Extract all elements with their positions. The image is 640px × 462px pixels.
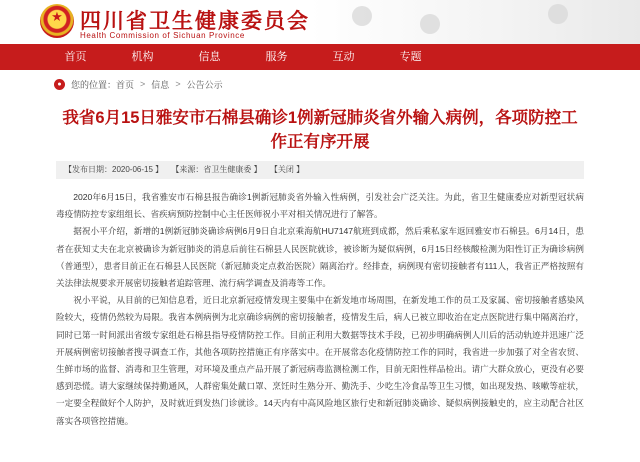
breadcrumb-link-information[interactable]: 信息	[151, 79, 170, 90]
article-title: 我省6月15日雅安市石棉县确诊1例新冠肺炎省外输入病例，各项防控工作正有序开展	[62, 109, 578, 151]
article	[56, 98, 584, 430]
decorative-flower-icon	[420, 14, 440, 34]
site-header	[0, 0, 640, 44]
nav-item-topics[interactable]: 专题	[399, 51, 422, 63]
breadcrumb-link-home[interactable]: 首页	[116, 79, 135, 90]
nav-item-organization[interactable]: 机构	[131, 51, 154, 63]
breadcrumb-separator: >	[175, 79, 181, 89]
nav-item-information[interactable]: 信息	[198, 51, 221, 63]
breadcrumb-separator: >	[140, 79, 146, 89]
decorative-flower-icon	[548, 4, 568, 24]
breadcrumb-link-announcements[interactable]: 公告公示	[186, 79, 223, 90]
close-link[interactable]: 【关闭 】	[269, 165, 305, 174]
article-meta-bar	[56, 161, 584, 179]
article-source: 【来源：省卫生健康委 】	[171, 165, 262, 174]
decorative-flower-icon	[352, 6, 372, 26]
star-icon: ★	[51, 10, 63, 25]
breadcrumb-label: 您的位置：	[71, 79, 117, 90]
nav-item-interaction[interactable]: 互动	[332, 51, 355, 63]
nav-item-services[interactable]: 服务	[265, 51, 288, 63]
article-paragraph: 据祝小平介绍，新增的1例新冠肺炎确诊病例6月9日自北京乘海航HU7147航班到成都，然后乘私家车返回雅安市石棉县。6月14日，患者在获知丈夫在北京被确诊为新冠肺炎的消息后前往石棉县人民医院就诊，被诊断为疑似病例，6月15日经核酸检测为阳性订正为确诊病例（普通型），患者目前正在石棉县人民医院（新冠肺炎定点救治医院）隔离治疗。经排查，病例现有密切接触者有111人，我省正严格按照有关法律法规要求开展密切接触者追踪管理、流行病学调查及消毒等工作。	[56, 226, 584, 289]
main-nav	[0, 44, 640, 70]
publish-date: 【发布日期：2020-06-15 】	[64, 165, 164, 174]
site-subtitle: Health Commission of Sichuan Province	[80, 31, 245, 40]
article-paragraph: 祝小平说，从目前的已知信息看，近日北京新冠疫情发现主要集中在新发地市场周围，在新发地工作的员工及家属、密切接触者感染风险较大，疫情仍然较为局限。我省本例病例为北京确诊病例的密切接触者，疫情发生后，病人已被立即收治在定点医院进行集中隔离治疗，同时已第一时间派出省级专家组赴石棉县指导疫情防控工作。目前正利用大数据等技术手段，已初步明确病例人川后的活动轨迹并迅速广泛开展病例密切接触者搜寻调查工作，其他各项防控措施正有序落实中。在开展常态化疫情防控工作的同时，我省进一步加强了对全省农贸、生鲜市场的监督、消毒和卫生管理，对环境及重点产品开展了新冠病毒监测检测工作，目前无阳性样品检出。请广大群众放心，更没有必要感到恐慌。请大家继续保持勤通风，人群密集处戴口罩、烹饪时生熟分开、勤洗手、少吃生冷食品等卫生习惯，如出现发热、咳嗽等症状，一定要全程做好个人防护，及时就近到发热门诊就诊。14天内有中高风险地区旅行史和新冠肺炎确诊、疑似病例接触史的，应主动配合社区落实各项管控措施。	[56, 295, 584, 426]
nav-item-home[interactable]: 首页	[64, 51, 87, 63]
article-body	[56, 189, 584, 430]
site-title[interactable]: 四川省卫生健康委员会	[80, 8, 310, 33]
article-paragraph: 2020年6月15日，我省雅安市石棉县报告确诊1例新冠肺炎省外输入性病例，引发社会广泛关注。为此，省卫生健康委应对新型冠状病毒疫情防控专家组组长、省疾病预防控制中心主任医师祝小平对相关情况进行了解答。	[56, 192, 584, 220]
breadcrumb	[0, 70, 640, 98]
location-pin-icon: ●	[54, 79, 65, 90]
